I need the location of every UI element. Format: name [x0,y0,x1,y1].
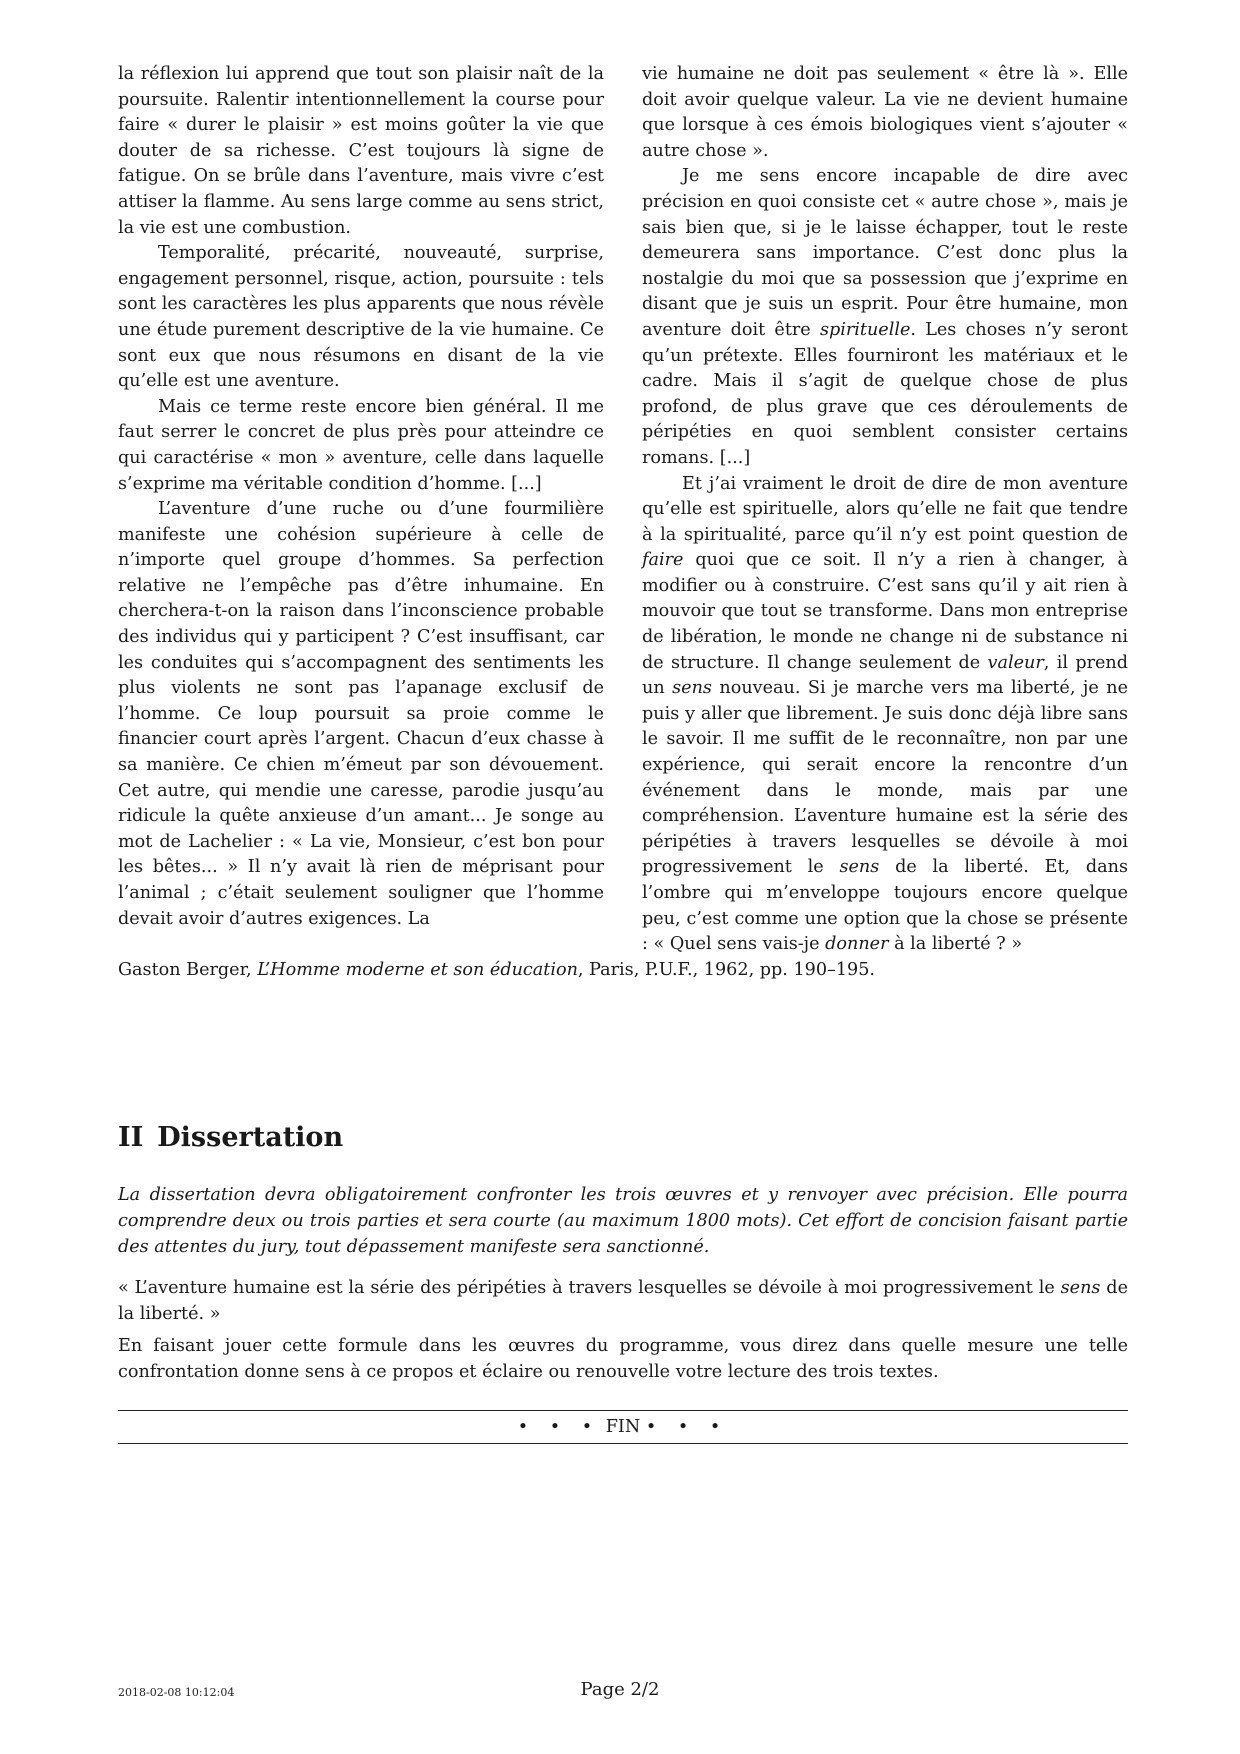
fin-banner [118,1410,1128,1444]
section-heading [118,1122,343,1153]
paragraph [642,164,1128,471]
paragraph-text: de la liberté. Et, dans l’ombre qui m’enveloppe toujours encore quelque peu, c’est comme une option que la chose se présente : « Quel sens vais-je [642,857,1128,955]
paragraph-text: Et j’ai vraiment le droit de dire de mon aventure qu’elle est spirituelle, alors qu’elle ne fait que tendre à la spiritualité, parce qu’il n’y est point question de [642,473,1128,545]
paragraph [118,62,604,241]
instructions: La dissertation devra obligatoirement confronter les trois œuvres et y renvoyer avec précision. Elle pourra comprendre deux ou trois parties et sera courte (au maximum 1800 mots). Cet effort de concision faisant partie des attentes du jury, tout dépassement manifeste sera sanctionné. [118,1185,1128,1257]
document-page [118,62,1128,1437]
paragraph [118,395,604,497]
emphasis-text: spirituelle [819,319,911,340]
paragraph [642,472,1128,958]
right-column [642,62,1128,958]
paragraph-text: Temporalité, précarité, nouveauté, surprise, engagement personnel, risque, action, poursuite : tels sont les caractères les plus apparents que nous révèle une étude purement descriptive de la vie humaine. Ce sont eux que nous résumons en disant de la vie qu’elle est une aventure. [118,243,604,392]
footer-page-number: Page 2/2 [580,1679,660,1700]
emphasis-text: valeur [987,652,1044,673]
text-columns [118,62,1128,958]
paragraph-text: . Les choses n’y seront qu’un prétexte. Elles fourniront les matériaux et le cadre. Mais il s’agit de quelque chose de plus profond, de plus grave que ces déroulements de péripéties en quoi semblent consister certains romans. [...] [642,319,1128,468]
quote-emphasis: sens [1060,1278,1101,1298]
paragraph-text: la réflexion lui apprend que tout son plaisir naît de la poursuite. Ralentir intentionnellement la course pour faire « durer le plaisir » est moins goûter la vie que douter de sa richesse. C’est toujours là signe de fatigue. On se brûle dans l’aventure, mais vivre c’est attiser la flamme. Au sens large comme au sens strict, la vie est une combustion. [118,64,604,238]
source-details: , Paris, P.U.F., 1962, pp. 190–195. [577,960,876,980]
paragraph-text: , il prend un [642,652,1128,699]
source-citation [118,957,875,983]
paragraph-text: Je me sens encore incapable de dire avec précision en quoi consiste cet « autre chose », mais je sais bien que, si je le laisse échapper, tout le reste demeurera sans importance. C’est donc plus la nostalgie du moi que sa possession que j’exprime en disant que je suis un esprit. Pour être humaine, mon aventure doit être [642,166,1128,340]
paragraph-text: L’aventure d’une ruche ou d’une fourmilière manifeste une cohésion supérieure à celle de n’importe quel groupe d’hommes. Sa perfection relative ne l’empêche pas d’être inhumaine. En cherchera-t-on la raison dans l’inconscience probable des individus qui y participent ? C’est insuffisant, car les conduites qui s’accompagnent des sentiments les plus violents ne sont pas l’apanage exclusif de l’homme. Ce loup poursuit sa proie comme le financier court après l’argent. Chacun d’eux chasse à sa manière. Ce chien m’émeut par son dévouement. Cet autre, qui mendie une caresse, parodie jusqu’au ridicule la quête anxieuse d’un amant... Je songe au mot de Lachelier : « La vie, Monsieur, c’est bon pour les bêtes... » Il n’y avait là rien de méprisant pour l’animal ; c’était seulement souligner que l’homme devait avoir d’autres exigences. La [118,499,604,929]
subject-prompt: En faisant jouer cette formule dans les œuvres du programme, vous direz dans quelle mesure une telle confrontation donne sens à ce propos et éclaire ou renouvelle votre lecture des trois textes. [118,1336,1128,1382]
paragraph-text: quoi que ce soit. Il n’y a rien à changer, à modifier ou à construire. C’est sans qu’il y ait rien à mouvoir que tout se transforme. Dans mon entreprise de libération, le monde ne change ni de substance ni de structure. Il change seulement de [642,550,1128,673]
source-author: Gaston Berger, [118,960,258,980]
section-title: Dissertation [157,1122,344,1153]
paragraph-text: à la liberté ? » [888,934,1023,955]
dissertation-subject [118,1275,1128,1391]
fin-dots-left: • • • [517,1417,601,1437]
quote-start: « L’aventure humaine est la série des péripéties à travers lesquelles se dévoile à moi progressivement le [118,1278,1061,1298]
fin-label: FIN [605,1417,641,1437]
left-column [118,62,604,958]
paragraph [118,241,604,395]
source-title: L’Homme moderne et son éducation [257,960,578,980]
emphasis-text: faire [642,550,684,571]
section-number: II [118,1122,144,1153]
quote-end: de la liberté. » [118,1278,1128,1324]
emphasis-text: donner [825,934,889,955]
footer-timestamp: 2018-02-08 10:12:04 [118,1686,235,1699]
paragraph-text: nouveau. Si je marche vers ma liberté, je ne puis y aller que librement. Je suis donc déjà libre sans le savoir. Il me suffit de le reconnaître, non par une expérience, qui serait encore la rencontre d’un événement dans le monde, mais par une compréhension. L’aventure humaine est la série des péripéties à travers lesquelles se dévoile à moi progressivement le [642,678,1128,878]
subject-quote [118,1275,1128,1327]
paragraph [642,62,1128,164]
paragraph-text: Mais ce terme reste encore bien général. Il me faut serrer le concret de plus près pour atteindre ce qui caractérise « mon » aventure, celle dans laquelle s’exprime ma véritable condition d’homme. [...] [118,396,604,494]
fin-dots-right: • • • [645,1417,729,1437]
paragraph-text: vie humaine ne doit pas seulement « être là ». Elle doit avoir quelque valeur. La vie ne devient humaine que lorsque à ces émois biologiques vient s’ajouter « autre chose ». [642,64,1128,161]
paragraph [118,497,604,932]
emphasis-text: sens [672,678,712,699]
emphasis-text: sens [839,857,880,878]
